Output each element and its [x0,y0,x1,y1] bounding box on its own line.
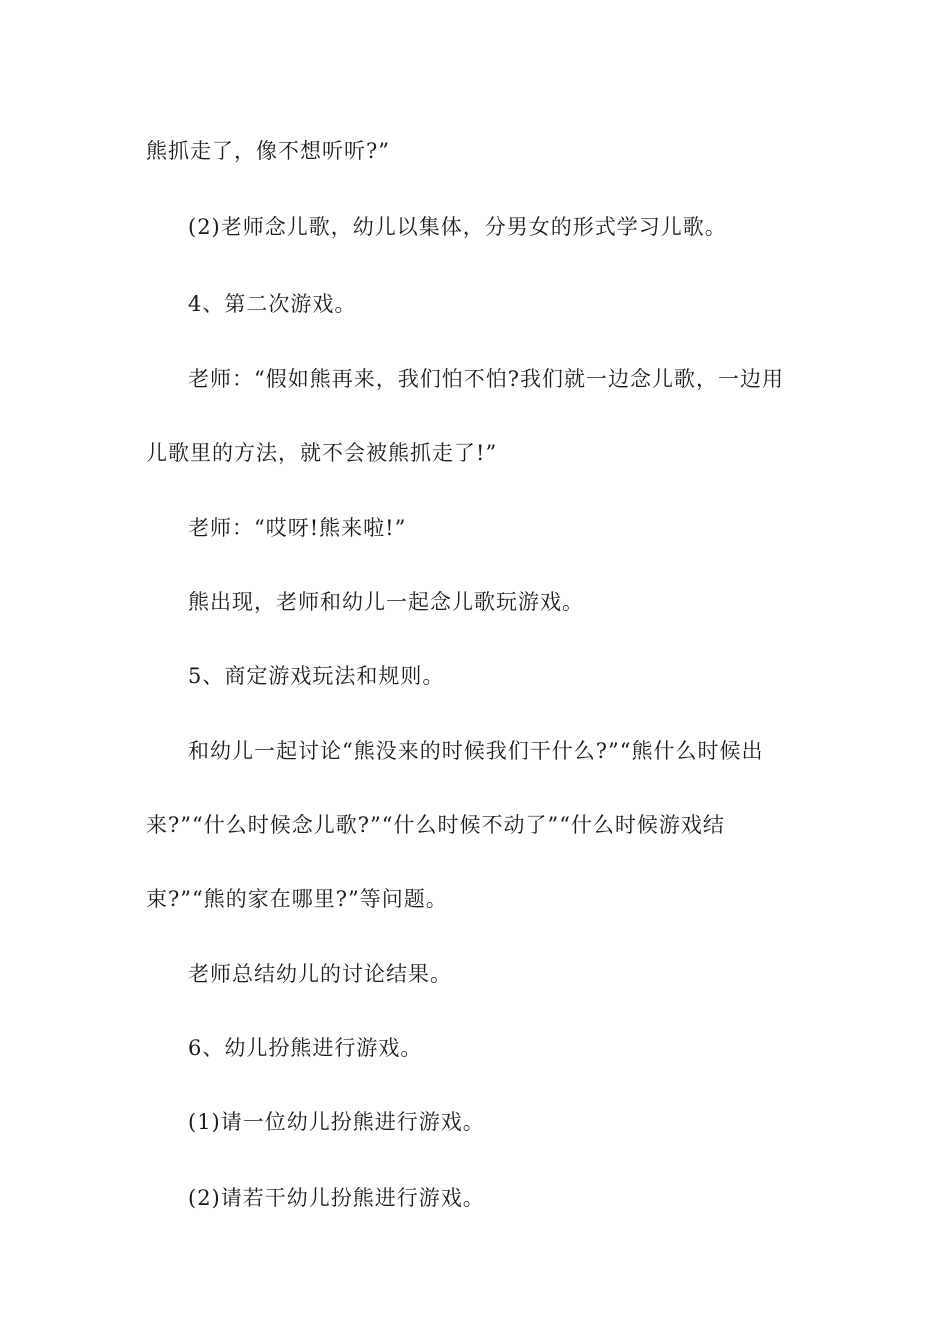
text-line: (1)请一位幼儿扮熊进行游戏。 [188,1110,485,1134]
text-line: (2)请若干幼儿扮熊进行游戏。 [188,1186,485,1210]
text-line: 6、幼儿扮熊进行游戏。 [188,1036,423,1060]
text-line: 老师总结幼儿的讨论结果。 [188,962,452,986]
text-line: 5、商定游戏玩法和规则。 [188,664,445,688]
text-line: 和幼儿一起讨论“熊没来的时候我们干什么?”“熊什么时候出 [188,739,764,763]
text-line: 束?”“熊的家在哪里?”等问题。 [146,887,448,911]
text-line: 儿歌里的方法，就不会被熊抓走了!” [146,441,498,465]
text-line: 老师：“哎呀!熊来啦!” [188,516,407,540]
text-line: 熊抓走了，像不想听听?” [146,139,390,163]
text-line: 4、第二次游戏。 [188,292,357,316]
text-line: 来?”“什么时候念儿歌?”“什么时候不动了”“什么时候游戏结 [146,813,725,837]
text-line: 老师：“假如熊再来，我们怕不怕?我们就一边念儿歌，一边用 [188,367,784,391]
text-line: (2)老师念儿歌，幼儿以集体，分男女的形式学习儿歌。 [188,215,727,239]
text-line: 熊出现，老师和幼儿一起念儿歌玩游戏。 [188,590,584,614]
